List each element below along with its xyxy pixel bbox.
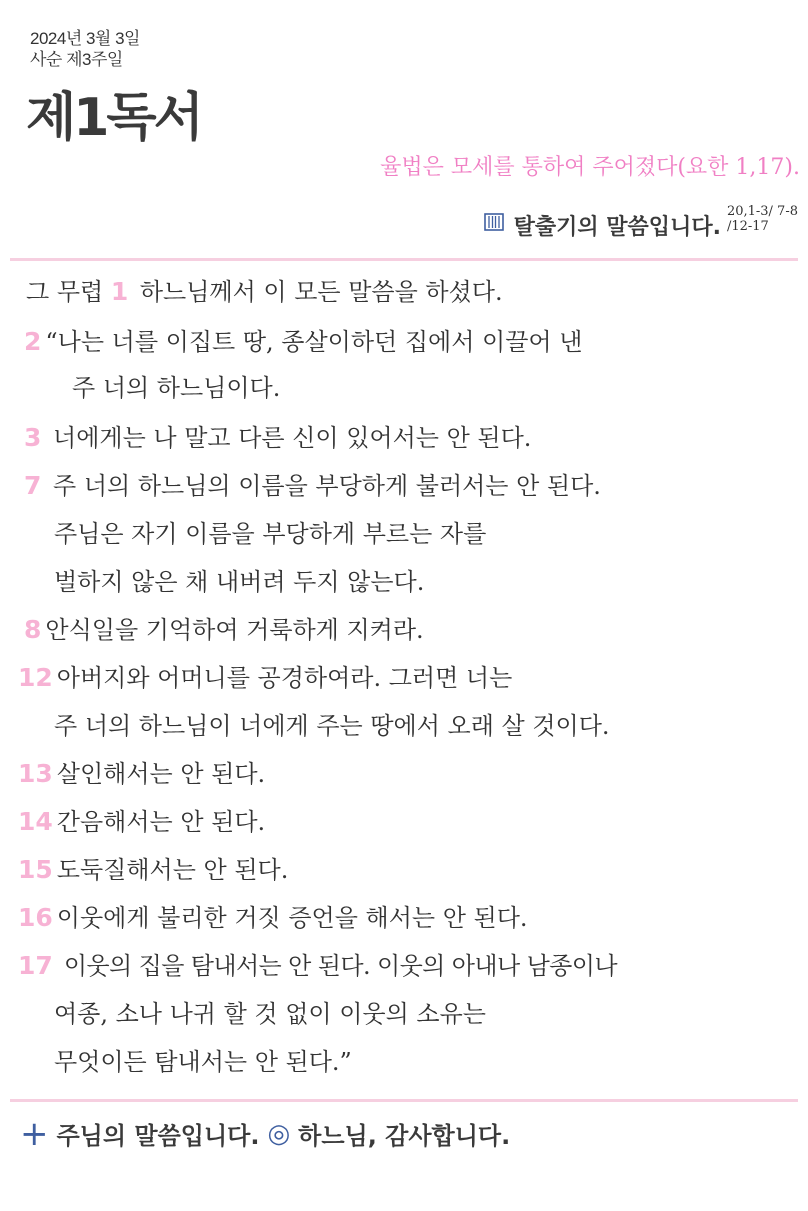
- verse-number: 12: [18, 663, 53, 692]
- line-prefix: 그 무렵: [26, 278, 111, 306]
- book-icon: [484, 213, 504, 231]
- response-text: 하느님, 감사합니다.: [298, 1122, 511, 1150]
- verse-number: 14: [18, 807, 53, 836]
- verse-number: 8: [24, 615, 42, 644]
- line-text: 간음해서는 안 된다.: [56, 808, 266, 836]
- verse-number: 16: [18, 903, 53, 932]
- liturgical-season: 사순 제3주일: [30, 50, 123, 69]
- verse-number: 13: [18, 759, 53, 788]
- line-text: 주 너의 하느님이다.: [72, 374, 281, 402]
- line-text: 벌하지 않은 채 내버려 두지 않는다.: [54, 568, 425, 596]
- verse-number: 17: [18, 951, 53, 980]
- line-text: 안식일을 기억하여 거룩하게 지켜라.: [45, 616, 424, 644]
- line-text: 이웃에게 불리한 거짓 증언을 해서는 안 된다.: [56, 904, 528, 932]
- cross-icon: +: [20, 1113, 49, 1154]
- line-text: 주 너의 하느님이 너에게 주는 땅에서 오래 살 것이다.: [54, 712, 610, 740]
- verse-number: 7: [24, 471, 42, 500]
- reading-line: [24, 322, 582, 357]
- reading-line: [24, 466, 601, 501]
- bullseye-icon: ◎: [267, 1118, 291, 1149]
- reading-line: [18, 802, 265, 837]
- date: 2024년 3월 3일: [30, 29, 140, 48]
- page-title: 제1독서: [26, 88, 201, 148]
- source-title: 탈출기의 말씀입니다.: [513, 215, 721, 240]
- reference-line-2: /12-17: [726, 219, 769, 234]
- date-block: [30, 28, 140, 70]
- line-text: 여종, 소나 나귀 할 것 없이 이웃의 소유는: [54, 1000, 486, 1028]
- line-text: 아버지와 어머니를 공경하여라. 그러면 너는: [56, 664, 513, 692]
- verse-number: 15: [18, 855, 53, 884]
- verse-number: 2: [24, 327, 42, 356]
- reading-line: [18, 946, 804, 981]
- reading-line: [18, 850, 288, 885]
- reading-line: [72, 368, 280, 403]
- line-text: 하느님께서 이 모든 말씀을 하셨다.: [132, 278, 503, 306]
- reading-line: [54, 994, 486, 1029]
- line-text: 주 너의 하느님의 이름을 부당하게 불러서는 안 된다.: [45, 472, 601, 500]
- scripture-reference: [727, 204, 798, 234]
- line-text: 주님은 자기 이름을 부당하게 부르는 자를: [54, 520, 487, 548]
- line-text: 너에게는 나 말고 다른 신이 있어서는 안 된다.: [45, 424, 532, 452]
- reference-line-1: 20,1-3/ 7-8: [726, 204, 798, 219]
- divider-bottom: [10, 1099, 798, 1102]
- closing-acclamation: [20, 1113, 511, 1154]
- reading-line: [54, 562, 424, 597]
- line-text: “나는 너를 이집트 땅, 종살이하던 집에서 이끌어 낸: [45, 328, 583, 356]
- reading-source: [484, 204, 798, 241]
- reading-line: [18, 658, 512, 693]
- line-text: 살인해서는 안 된다.: [56, 760, 266, 788]
- divider-top: [10, 258, 798, 261]
- antiphon: 율법은 모세를 통하여 주어졌다(요한 1,17).: [380, 155, 800, 180]
- reading-line: [18, 898, 528, 933]
- reading-line: [26, 272, 503, 307]
- reading-line: [54, 1042, 352, 1077]
- reading-line: [18, 754, 265, 789]
- reading-line: [24, 418, 531, 453]
- verse-number: 1: [110, 277, 129, 306]
- reading-line: [24, 610, 424, 645]
- verse-number: 3: [24, 423, 42, 452]
- acclamation-text: 주님의 말씀입니다.: [56, 1122, 260, 1150]
- line-text: 도둑질해서는 안 된다.: [56, 856, 289, 884]
- reading-line: [54, 514, 486, 549]
- reading-line: [54, 706, 610, 741]
- line-text: 무엇이든 탐내서는 안 된다.”: [54, 1048, 352, 1076]
- line-text: 이웃의 집을 탐내서는 안 된다. 이웃의 아내나 남종이나: [56, 952, 617, 980]
